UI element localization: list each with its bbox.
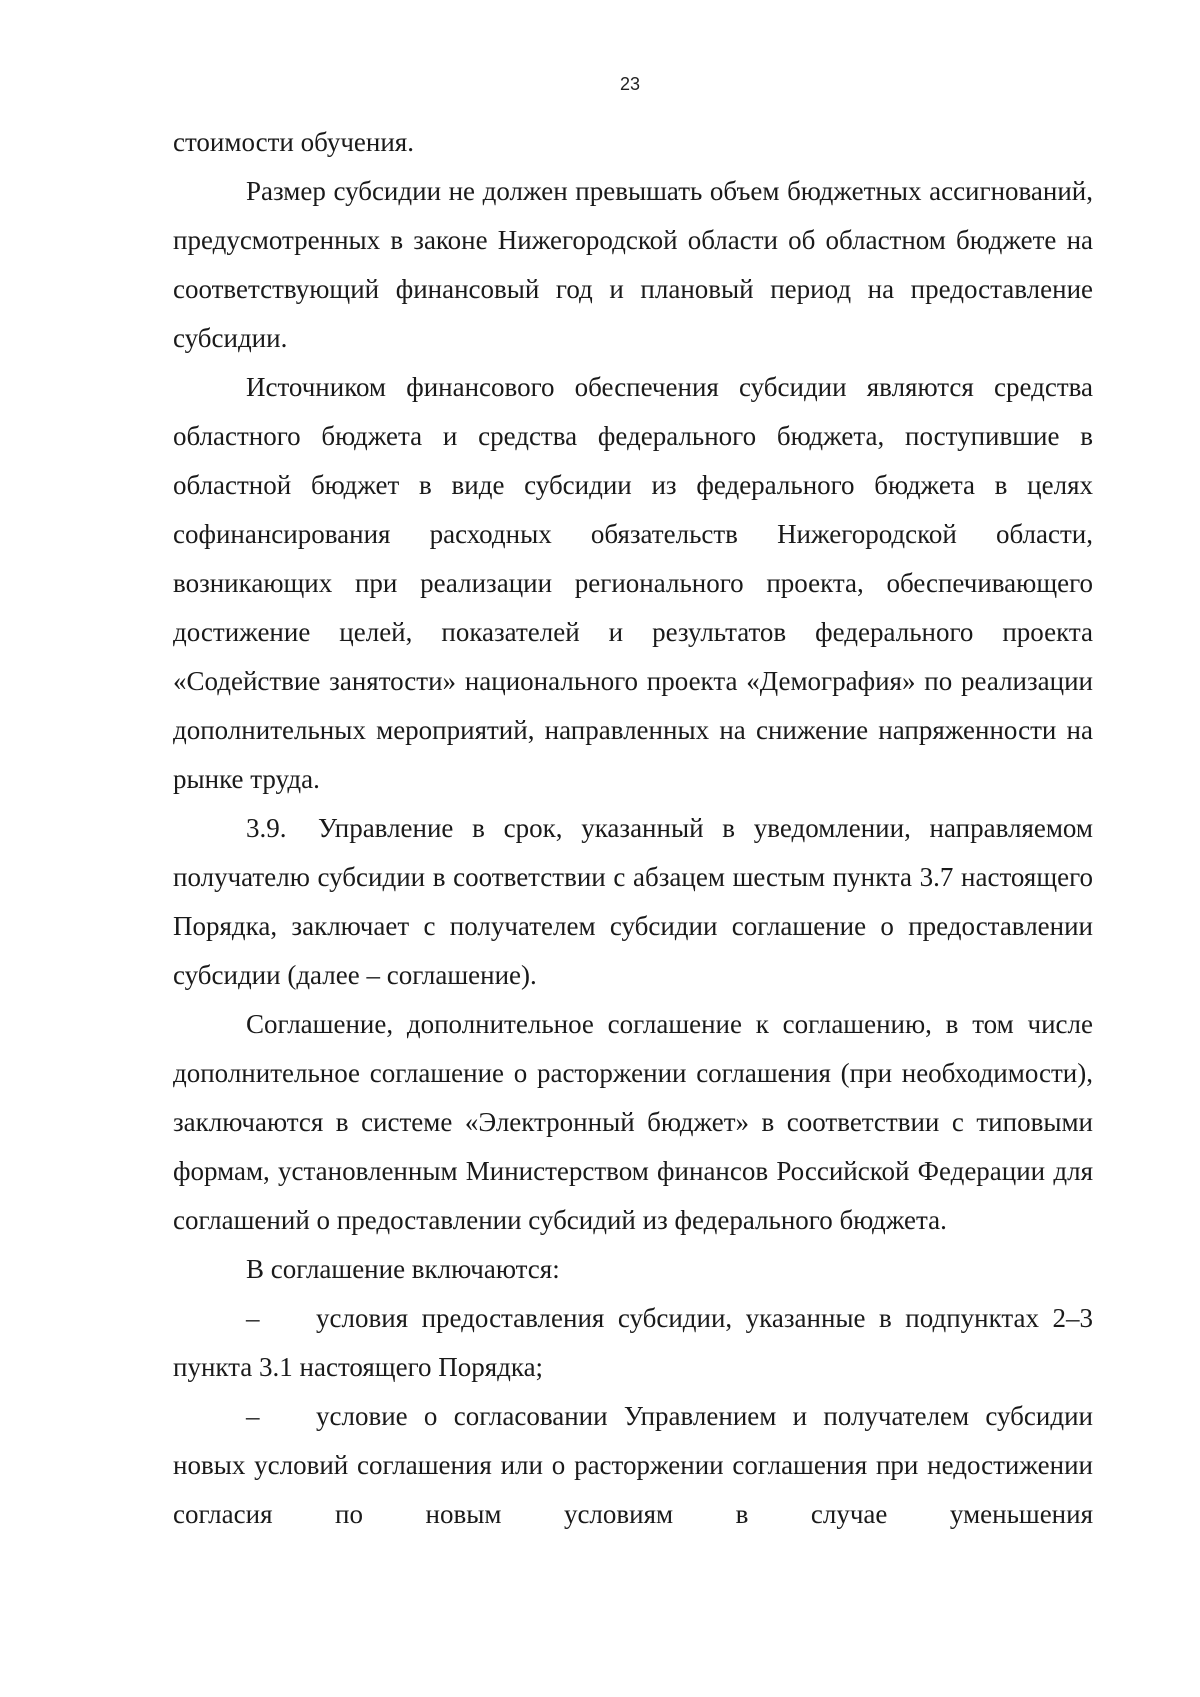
list-item-text: условие о согласовании Управлением и получателем субсидии новых условий соглашения или о расторжении соглашения при недостижении согласия по новым условиям в случае уменьшения [173, 1401, 1093, 1529]
paragraph-agreement-system: Соглашение, дополнительное соглашение к соглашению, в том числе дополнительное соглашение о расторжении соглашения (при необходимости), заключаются в системе «Электронный бюджет» в соответствии с типовыми формам, установленным Министерством финансов Российской Федерации для соглашений о предоставлении субсидий из федерального бюджета. [173, 1009, 1093, 1235]
list-dash: – [246, 1401, 260, 1431]
paragraph-funding-source: Источником финансового обеспечения субсидии являются средства областного бюджета и средства федерального бюджета, поступившие в областной бюджет в виде субсидии из федерального бюджета в целях софинансирования расходных обязательств Нижегородской области, возникающих при реализации регионального проекта, обеспечивающего достижение целей, показателей и результатов федерального проекта «Содействие занятости» национального проекта «Демография» по реализации дополнительных мероприятий, направленных на снижение напряженности на рынке труда. [173, 372, 1093, 794]
list-dash: – [246, 1303, 260, 1333]
paragraph-agreement-includes: В соглашение включаются: [246, 1254, 560, 1284]
clause-number: 3.9. [246, 813, 287, 843]
clause-text: Управление в срок, указанный в уведомлении, направляемом получателю субсидии в соответствии с абзацем шестым пункта 3.7 настоящего Порядка, заключает с получателем субсидии соглашение о предоставлении субсидии (далее – соглашение). [173, 813, 1093, 990]
list-item-conditions [173, 1294, 1093, 1392]
list-item-text: условия предоставления субсидии, указанные в подпунктах 2–3 пункта 3.1 настоящего Порядка; [173, 1303, 1093, 1382]
document-body [173, 118, 1093, 1539]
page-number: 23 [619, 74, 641, 94]
paragraph-3-9 [173, 804, 1093, 1000]
list-item-approval [173, 1392, 1093, 1539]
paragraph-continuation: стоимости обучения. [173, 127, 414, 157]
paragraph-subsidy-size: Размер субсидии не должен превышать объем бюджетных ассигнований, предусмотренных в законе Нижегородской области об областном бюджете на соответствующий финансовый год и плановый период на предоставление субсидии. [173, 176, 1093, 353]
